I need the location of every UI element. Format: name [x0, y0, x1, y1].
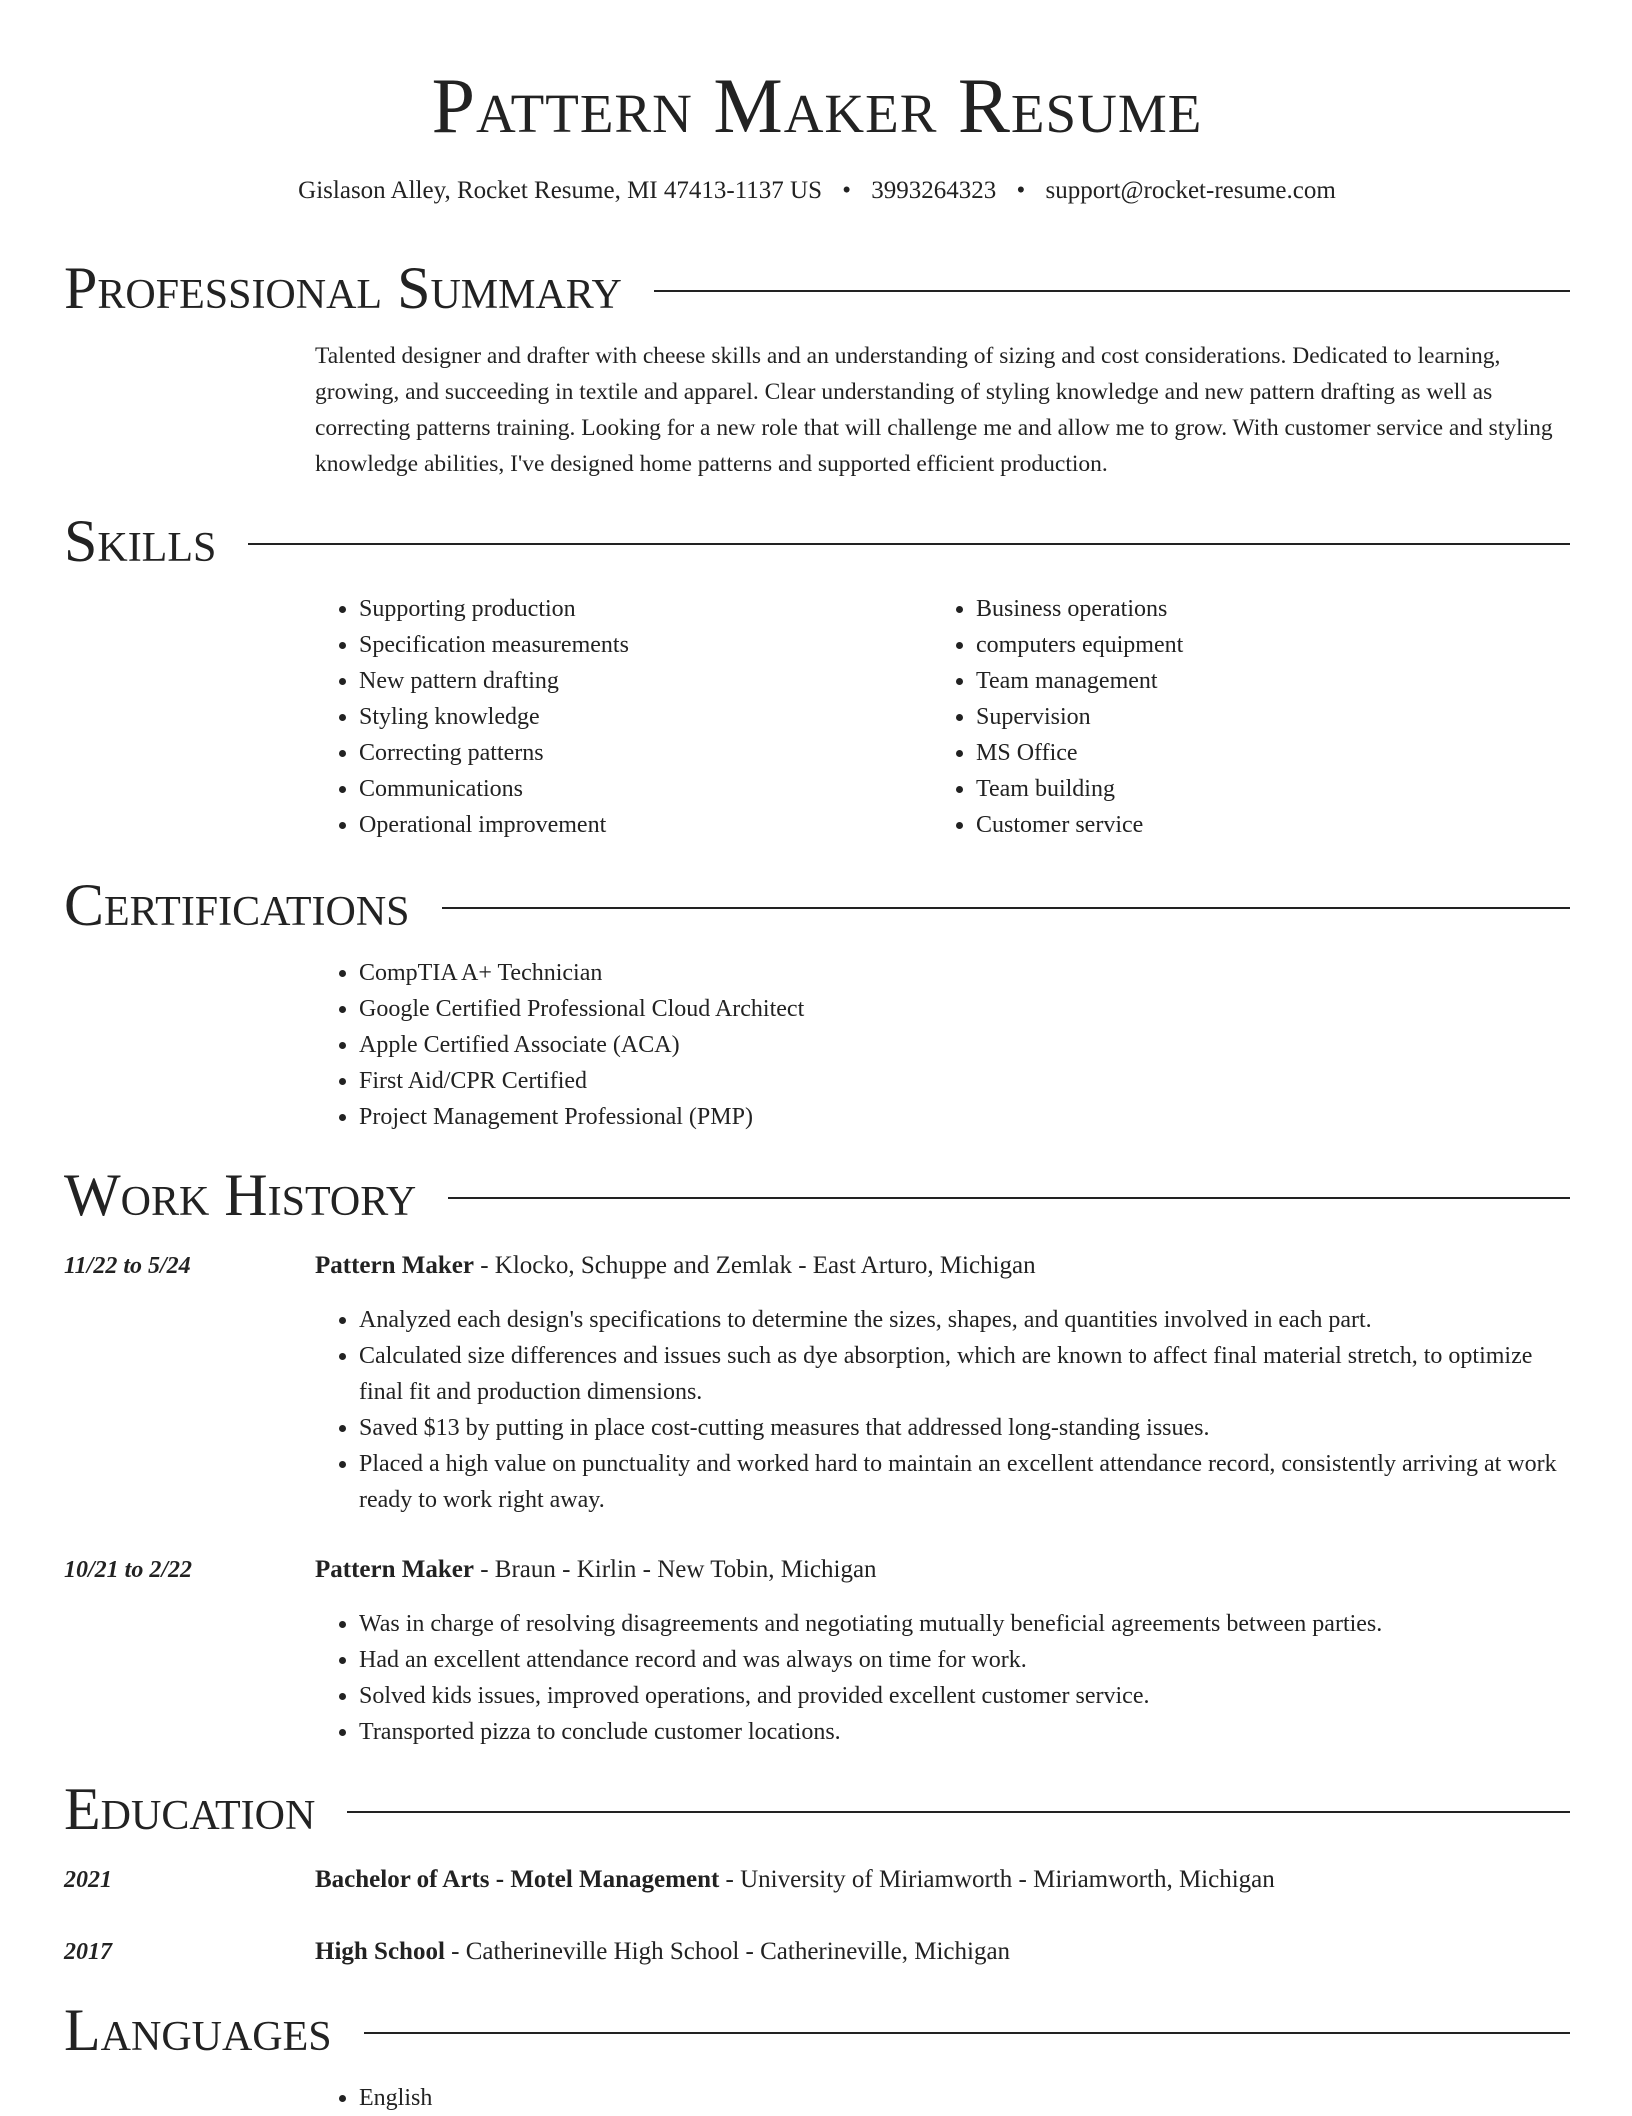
job-entry [315, 1248, 1570, 1518]
contact-separator: • [842, 177, 851, 204]
contact-separator: • [1016, 177, 1026, 204]
job-bullet: • Saved $13 by putting in place cost-cutting measures that addressed long-standing issues. [359, 1410, 1570, 1446]
section-divider [448, 1197, 1570, 1199]
skills-column-right [932, 591, 1549, 843]
skill-item: • computers equipment [976, 627, 1549, 663]
skill-item: • Customer service [976, 807, 1549, 843]
section-title: Certifications [64, 872, 410, 938]
skill-item: • MS Office [976, 735, 1549, 771]
job-entry [315, 1552, 1570, 1750]
education-entry [315, 1934, 1570, 1970]
job-employer: - Klocko, Schuppe and Zemlak - East Arturo, Michigan [473, 1252, 1036, 1279]
job-bullet: • Solved kids issues, improved operations, and provided excellent customer service. [359, 1678, 1570, 1714]
education-entry [315, 1862, 1570, 1898]
contact-phone: 3993264323 [871, 177, 997, 204]
contact-line [64, 175, 1570, 207]
certifications-block [315, 955, 1570, 1135]
education-degree: High School [315, 1938, 445, 1965]
skill-item: • Communications [359, 771, 932, 807]
section-header-skills [64, 506, 1570, 576]
section-header-summary [64, 253, 1570, 323]
education-year: 2017 [64, 1939, 112, 1965]
certification-item: • First Aid/CPR Certified [359, 1063, 1570, 1099]
contact-email[interactable]: support@rocket-resume.com [1045, 177, 1336, 204]
skill-item: • Styling knowledge [359, 699, 932, 735]
section-title: Skills [64, 508, 217, 574]
skill-item: • Supervision [976, 699, 1549, 735]
education-degree: Bachelor of Arts - Motel Management [315, 1866, 720, 1893]
skill-item: • Team management [976, 663, 1549, 699]
job-dates: 10/21 to 2/22 [64, 1557, 193, 1583]
section-header-certifications [64, 870, 1570, 940]
skill-item: • Business operations [976, 591, 1549, 627]
job-bullet: • Analyzed each design's specifications to determine the sizes, shapes, and quantities involved in each part. [359, 1302, 1570, 1338]
job-heading [315, 1248, 1570, 1284]
languages-block [315, 2080, 1570, 2116]
job-bullet: • Calculated size differences and issues such as dye absorption, which are known to affect final material stretch, to optimize final fit and production dimensions. [359, 1338, 1570, 1410]
section-divider [364, 2032, 1570, 2034]
education-school: - University of Miriamworth - Miriamworth, Michigan [719, 1866, 1275, 1893]
section-divider [248, 543, 1570, 545]
certification-item: • Project Management Professional (PMP) [359, 1099, 1570, 1135]
job-heading [315, 1552, 1570, 1588]
section-divider [654, 290, 1570, 292]
skill-item: • Supporting production [359, 591, 932, 627]
job-title: Pattern Maker [315, 1556, 474, 1583]
section-title: Education [64, 1776, 316, 1842]
job-bullet: • Placed a high value on punctuality and worked hard to maintain an excellent attendance record, consistently arriving at work ready to work right away. [359, 1446, 1570, 1518]
section-title: Professional Summary [64, 255, 622, 321]
job-employer: - Braun - Kirlin - New Tobin, Michigan [473, 1556, 877, 1583]
section-title: Languages [64, 1997, 332, 2063]
education-school: - Catherineville High School - Catherineville, Michigan [444, 1938, 1011, 1965]
section-header-languages [64, 1995, 1570, 2065]
education-year: 2021 [64, 1867, 112, 1893]
summary-text: Talented designer and drafter with cheese skills and an understanding of sizing and cost considerations. Dedicated to learning, growing, and succeeding in textile and apparel. Clear understanding of styling knowledge and new pattern drafting as well as correcting patterns training. Looking for a new role that will challenge me and allow me to grow. With customer service and styling knowledge abilities, I've designed home patterns and supported efficient production. [315, 343, 1553, 477]
section-header-education [64, 1774, 1570, 1844]
certification-item: • Google Certified Professional Cloud Architect [359, 991, 1570, 1027]
section-divider [442, 907, 1570, 909]
skill-item: • Team building [976, 771, 1549, 807]
skills-column-left [315, 591, 932, 843]
contact-address: Gislason Alley, Rocket Resume, MI 47413-1137 US [298, 177, 822, 204]
certification-item: • CompTIA A+ Technician [359, 955, 1570, 991]
job-title: Pattern Maker [315, 1252, 474, 1279]
skill-item: • Specification measurements [359, 627, 932, 663]
language-item: • English [359, 2080, 1570, 2116]
section-header-work-history [64, 1160, 1570, 1230]
education-heading [315, 1862, 1570, 1898]
skills-block [315, 591, 1570, 843]
skill-item: • Operational improvement [359, 807, 932, 843]
job-dates: 11/22 to 5/24 [64, 1253, 191, 1279]
skill-item: • Correcting patterns [359, 735, 932, 771]
summary-block [315, 338, 1570, 482]
job-bullet: • Transported pizza to conclude customer locations. [359, 1714, 1570, 1750]
job-bullet: • Was in charge of resolving disagreements and negotiating mutually beneficial agreements between parties. [359, 1606, 1570, 1642]
section-divider [347, 1811, 1570, 1813]
certification-item: • Apple Certified Associate (ACA) [359, 1027, 1570, 1063]
education-heading [315, 1934, 1570, 1970]
skill-item: • New pattern drafting [359, 663, 932, 699]
page-title: Pattern Maker Resume [431, 62, 1203, 149]
job-bullet: • Had an excellent attendance record and was always on time for work. [359, 1642, 1570, 1678]
section-title: Work History [64, 1162, 417, 1228]
